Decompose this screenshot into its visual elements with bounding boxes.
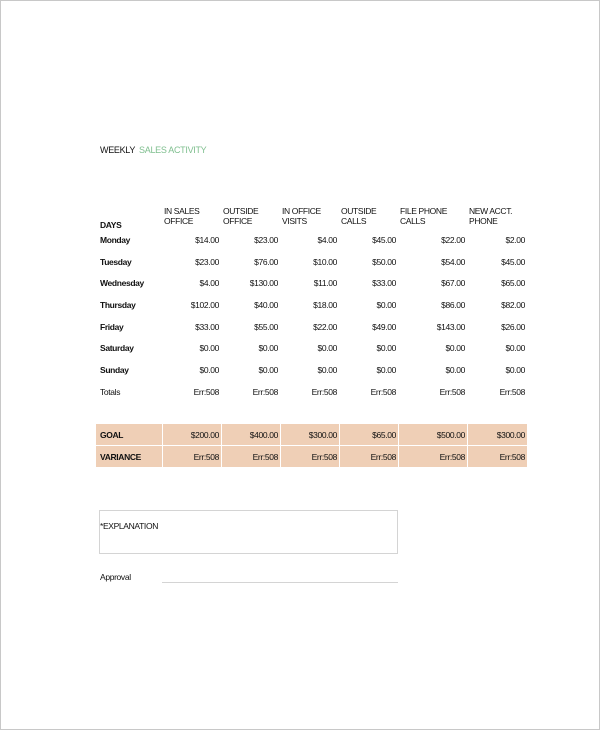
header-new-acct-phone — [467, 206, 527, 230]
total-cell: Err:508 — [370, 386, 396, 397]
goal-variance-block — [96, 424, 527, 467]
total-cell: Err:508 — [311, 386, 337, 397]
header-line: CALLS — [400, 216, 426, 226]
approval-label: Approval — [100, 572, 131, 582]
value-cell: $55.00 — [254, 321, 278, 332]
table-row — [96, 294, 527, 315]
day-label: Saturday — [100, 342, 134, 353]
header-line: OUTSIDE — [341, 206, 377, 216]
header-line: VISITS — [282, 216, 307, 226]
value-cell: $23.00 — [195, 256, 219, 267]
header-line: NEW ACCT. — [469, 206, 513, 216]
value-cell: $0.00 — [376, 342, 396, 353]
value-cell: $0.00 — [199, 342, 219, 353]
variance-cell: Err:508 — [252, 451, 278, 462]
header-line: FILE PHONE — [400, 206, 448, 216]
document-title — [100, 145, 206, 155]
value-cell: $18.00 — [313, 299, 337, 310]
header-line: OFFICE — [164, 216, 194, 226]
header-line: CALLS — [341, 216, 367, 226]
value-cell: $0.00 — [317, 342, 337, 353]
header-line: OUTSIDE — [223, 206, 259, 216]
header-line: IN SALES — [164, 206, 200, 216]
value-cell: $102.00 — [190, 299, 219, 310]
value-cell: $0.00 — [445, 364, 465, 375]
value-cell: $26.00 — [501, 321, 525, 332]
day-label: Sunday — [100, 364, 129, 375]
title-suffix: SALES ACTIVITY — [139, 145, 207, 155]
value-cell: $4.00 — [317, 234, 337, 245]
header-in-office-visits — [280, 206, 339, 230]
variance-label: VARIANCE — [100, 451, 141, 462]
variance-cell: Err:508 — [439, 451, 465, 462]
header-file-phone-calls — [398, 206, 467, 230]
value-cell: $45.00 — [501, 256, 525, 267]
variance-cell: Err:508 — [499, 451, 525, 462]
table-row — [96, 337, 527, 358]
value-cell: $11.00 — [313, 277, 337, 288]
goal-cell: $65.00 — [372, 429, 396, 440]
value-cell: $45.00 — [372, 234, 396, 245]
header-days: DAYS — [100, 220, 122, 230]
value-cell: $67.00 — [441, 277, 465, 288]
value-cell: $76.00 — [254, 256, 278, 267]
day-label: Thursday — [100, 299, 136, 310]
table-row — [96, 251, 527, 272]
value-cell: $54.00 — [441, 256, 465, 267]
day-label: Friday — [100, 321, 124, 332]
value-cell: $0.00 — [199, 364, 219, 375]
goal-cell: $300.00 — [496, 429, 525, 440]
value-cell: $40.00 — [254, 299, 278, 310]
goal-label: GOAL — [100, 429, 124, 440]
variance-row — [96, 446, 527, 467]
total-cell: Err:508 — [499, 386, 525, 397]
goal-cell: $200.00 — [190, 429, 219, 440]
table-row — [96, 316, 527, 337]
variance-cell: Err:508 — [370, 451, 396, 462]
goal-cell: $400.00 — [249, 429, 278, 440]
day-label: Monday — [100, 234, 131, 245]
total-cell: Err:508 — [252, 386, 278, 397]
value-cell: $33.00 — [195, 321, 219, 332]
value-cell: $0.00 — [376, 299, 396, 310]
header-line: IN OFFICE — [282, 206, 321, 216]
total-cell: Err:508 — [439, 386, 465, 397]
table-row — [96, 229, 527, 250]
title-prefix: WEEKLY — [100, 145, 136, 155]
value-cell: $0.00 — [445, 342, 465, 353]
value-cell: $23.00 — [254, 234, 278, 245]
table-header-row — [96, 206, 527, 230]
day-label: Tuesday — [100, 256, 132, 267]
goal-cell: $300.00 — [308, 429, 337, 440]
value-cell: $0.00 — [376, 364, 396, 375]
approval-signature-line[interactable] — [162, 582, 398, 583]
value-cell: $0.00 — [258, 364, 278, 375]
variance-cell: Err:508 — [311, 451, 337, 462]
value-cell: $86.00 — [441, 299, 465, 310]
value-cell: $0.00 — [317, 364, 337, 375]
total-cell: Err:508 — [193, 386, 219, 397]
value-cell: $143.00 — [436, 321, 465, 332]
value-cell: $49.00 — [372, 321, 396, 332]
header-outside-calls — [339, 206, 398, 230]
goal-row — [96, 424, 527, 445]
day-label: Wednesday — [100, 277, 144, 288]
value-cell: $22.00 — [441, 234, 465, 245]
value-cell: $14.00 — [195, 234, 219, 245]
value-cell: $2.00 — [505, 234, 525, 245]
value-cell: $50.00 — [372, 256, 396, 267]
value-cell: $82.00 — [501, 299, 525, 310]
value-cell: $130.00 — [249, 277, 278, 288]
header-in-sales-office — [162, 206, 221, 230]
value-cell: $0.00 — [258, 342, 278, 353]
totals-row — [96, 381, 527, 402]
header-outside-office — [221, 206, 280, 230]
value-cell: $65.00 — [501, 277, 525, 288]
header-line: PHONE — [469, 216, 498, 226]
value-cell: $0.00 — [505, 342, 525, 353]
header-line: OFFICE — [223, 216, 253, 226]
value-cell: $0.00 — [505, 364, 525, 375]
variance-cell: Err:508 — [193, 451, 219, 462]
explanation-box[interactable] — [99, 510, 398, 554]
value-cell: $10.00 — [313, 256, 337, 267]
value-cell: $33.00 — [372, 277, 396, 288]
explanation-label: *EXPLANATION — [100, 521, 158, 531]
goal-cell: $500.00 — [436, 429, 465, 440]
table-row — [96, 359, 527, 380]
value-cell: $4.00 — [199, 277, 219, 288]
table-row — [96, 272, 527, 293]
totals-label: Totals — [100, 386, 121, 397]
value-cell: $22.00 — [313, 321, 337, 332]
